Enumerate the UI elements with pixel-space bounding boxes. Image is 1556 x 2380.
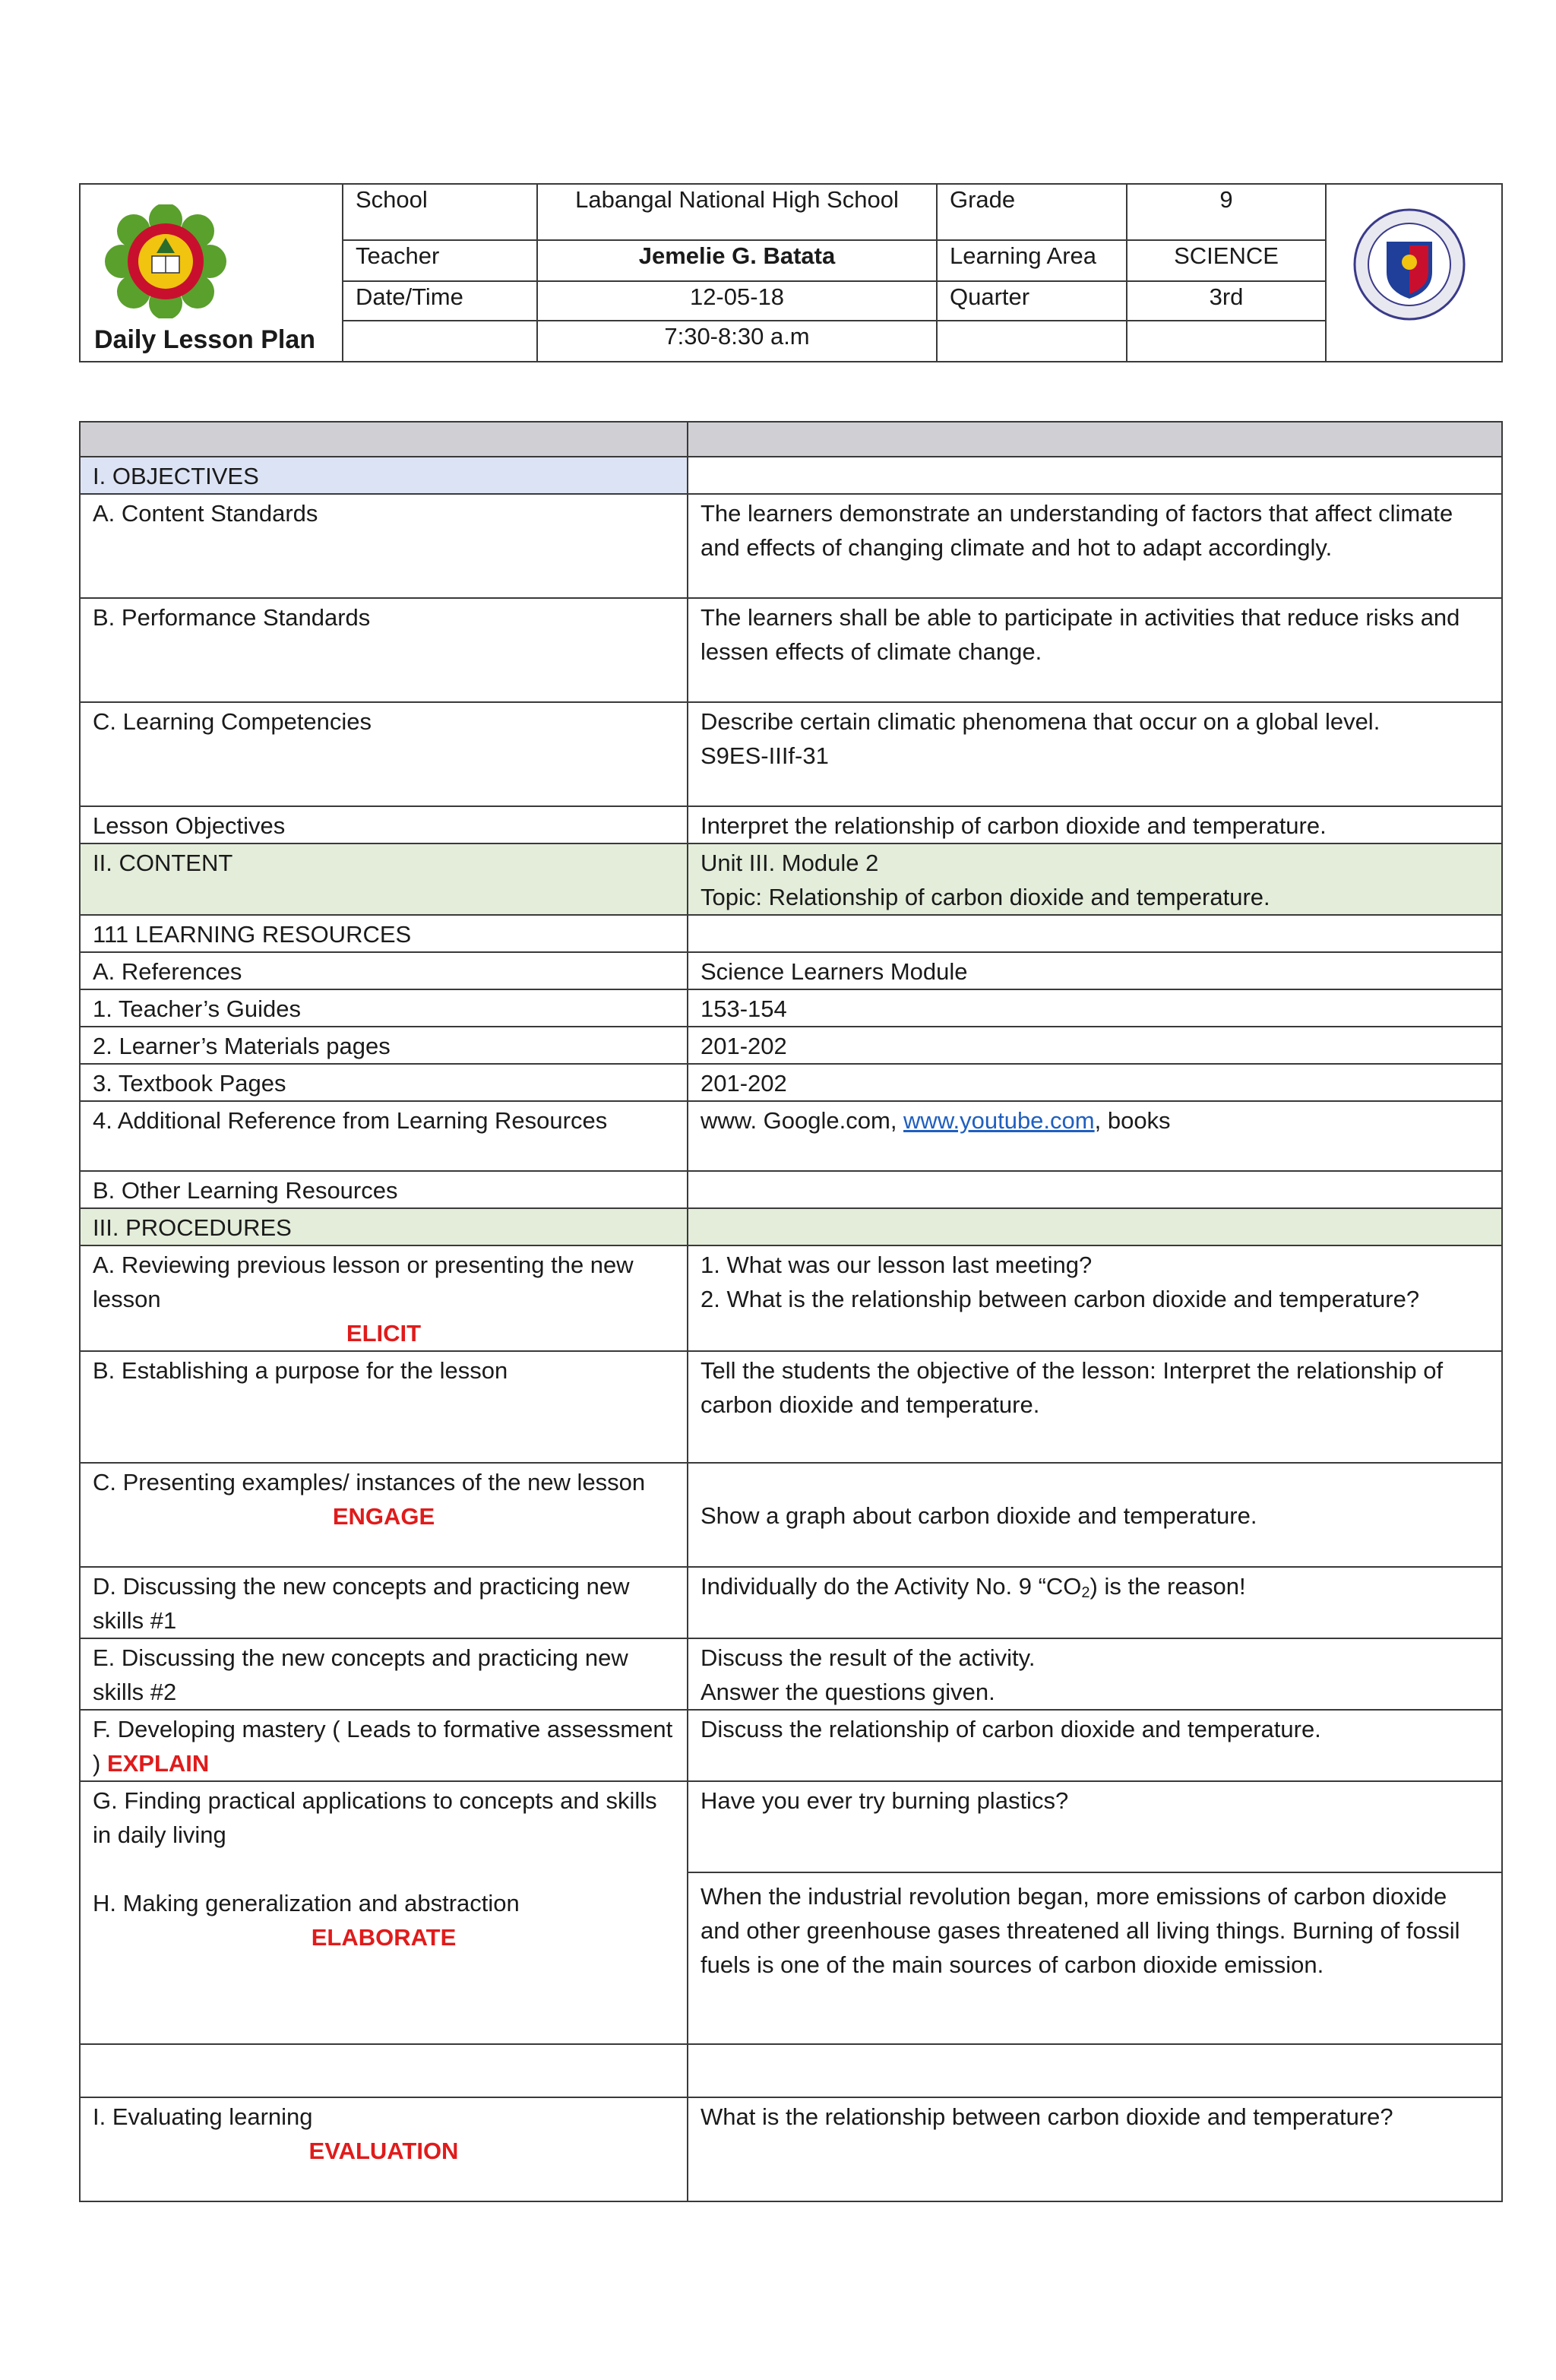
- resources-heading: 111 LEARNING RESOURCES: [80, 915, 688, 952]
- procedure-label: A. Reviewing previous lesson or presenting the new lesson: [93, 1252, 634, 1312]
- row-value: [688, 1567, 1502, 1638]
- procedure-label: I. Evaluating learning: [93, 2103, 313, 2130]
- row-value: 201-202: [688, 1027, 1502, 1064]
- row-value: When the industrial revolution began, more emissions of carbon dioxide and other greenhouse gases threatened all living things. Burning of fossil fuels is one of the main sources of carbon dioxide emission.: [688, 1872, 1502, 2044]
- header-table: [79, 183, 1503, 362]
- row-label: [80, 1710, 688, 1781]
- table-row: [80, 1710, 1502, 1781]
- table-row: [80, 1101, 1502, 1171]
- row-label: E. Discussing the new concepts and practicing new skills #2: [80, 1638, 688, 1710]
- row-value: Discuss the relationship of carbon dioxide and temperature.: [688, 1710, 1502, 1781]
- row-value: [688, 1101, 1502, 1171]
- table-row: [80, 843, 1502, 915]
- table-row: [80, 2044, 1502, 2097]
- table-row: [80, 989, 1502, 1027]
- school-value: Labangal National High School: [537, 184, 937, 240]
- procedure-text: Show a graph about carbon dioxide and temperature.: [701, 1502, 1257, 1529]
- table-header-row: [80, 422, 1502, 457]
- table-row: [80, 702, 1502, 806]
- row-value: The learners demonstrate an understanding of factors that affect climate and effects of changing climate and hot to adapt accordingly.: [688, 494, 1502, 598]
- row-label: B. Establishing a purpose for the lesson: [80, 1351, 688, 1463]
- topic-text: Topic: Relationship of carbon dioxide and temperature.: [701, 884, 1270, 910]
- procedure-text: Discuss the result of the activity.: [701, 1644, 1036, 1671]
- quarter-label: Quarter: [937, 281, 1127, 321]
- row-label: 1. Teacher’s Guides: [80, 989, 688, 1027]
- row-label: [80, 2097, 688, 2201]
- objectives-heading: I. OBJECTIVES: [80, 457, 688, 494]
- row-value: The learners shall be able to participate in activities that reduce risks and lessen effects of climate change.: [688, 598, 1502, 702]
- row-value: [688, 702, 1502, 806]
- explain-tag: EXPLAIN: [106, 1750, 210, 1777]
- row-label: B. Performance Standards: [80, 598, 688, 702]
- table-row: [80, 1027, 1502, 1064]
- table-row: [80, 1638, 1502, 1710]
- row-value: [688, 1463, 1502, 1567]
- table-row: [80, 457, 1502, 494]
- row-label: 4. Additional Reference from Learning Resources: [80, 1101, 688, 1171]
- procedures-heading: III. PROCEDURES: [80, 1208, 688, 1245]
- empty-cell: [937, 321, 1127, 362]
- activity-text: Individually do the Activity No. 9 “CO: [701, 1573, 1082, 1600]
- table-row: [80, 1208, 1502, 1245]
- row-label: [80, 1781, 688, 2044]
- competency-text: Describe certain climatic phenomena that occur on a global level.: [701, 708, 1380, 735]
- table-row: [80, 494, 1502, 598]
- row-value: [688, 1638, 1502, 1710]
- row-label: D. Discussing the new concepts and practicing new skills #1: [80, 1567, 688, 1638]
- reference-text: , books: [1094, 1107, 1171, 1134]
- table-row: [80, 1171, 1502, 1208]
- table-row: [80, 1463, 1502, 1567]
- deped-seal-icon: [1352, 207, 1466, 321]
- table-row: [80, 1064, 1502, 1101]
- quarter-value: 3rd: [1127, 281, 1326, 321]
- procedure-label: C. Presenting examples/ instances of the new lesson: [93, 1469, 646, 1495]
- procedure-label: H. Making generalization and abstraction: [93, 1890, 520, 1916]
- table-row: [80, 1245, 1502, 1351]
- engage-tag: ENGAGE: [332, 1503, 435, 1530]
- row-label: 3. Textbook Pages: [80, 1064, 688, 1101]
- row-value: Interpret the relationship of carbon dioxide and temperature.: [688, 806, 1502, 843]
- row-label: A. Content Standards: [80, 494, 688, 598]
- elicit-tag: ELICIT: [346, 1320, 422, 1347]
- school-seal-icon: [105, 204, 226, 318]
- lesson-table: [79, 421, 1503, 2202]
- youtube-link[interactable]: www.youtube.com: [903, 1107, 1095, 1134]
- date-value: 12-05-18: [537, 281, 937, 321]
- empty-cell: [343, 321, 537, 362]
- row-label: Lesson Objectives: [80, 806, 688, 843]
- teacher-value: Jemelie G. Batata: [537, 240, 937, 281]
- document-title: Daily Lesson Plan: [94, 325, 315, 354]
- deped-logo-cell: [1326, 184, 1502, 362]
- table-row: [80, 1351, 1502, 1463]
- content-heading: II. CONTENT: [80, 843, 688, 915]
- row-label: [80, 1463, 688, 1567]
- learning-area-value: SCIENCE: [1127, 240, 1326, 281]
- row-value: Science Learners Module: [688, 952, 1502, 989]
- row-label: C. Learning Competencies: [80, 702, 688, 806]
- row-value: [688, 843, 1502, 915]
- reference-text: www. Google.com,: [701, 1107, 904, 1134]
- row-value: Tell the students the objective of the lesson: Interpret the relationship of carbon dioxide and temperature.: [688, 1351, 1502, 1463]
- subscript: 2: [1081, 1584, 1090, 1601]
- elaborate-tag: ELABORATE: [311, 1924, 457, 1951]
- row-label: [80, 1245, 688, 1351]
- table-row: [80, 952, 1502, 989]
- table-row: [80, 915, 1502, 952]
- empty-cell: [1127, 321, 1326, 362]
- row-value: Have you ever try burning plastics?: [688, 1781, 1502, 1872]
- row-value: 201-202: [688, 1064, 1502, 1101]
- row-value: 153-154: [688, 989, 1502, 1027]
- table-row: [80, 598, 1502, 702]
- row-value: What is the relationship between carbon dioxide and temperature?: [688, 2097, 1502, 2201]
- procedure-text: Answer the questions given.: [701, 1679, 995, 1705]
- table-row: [80, 806, 1502, 843]
- grade-value: 9: [1127, 184, 1326, 240]
- learning-area-label: Learning Area: [937, 240, 1127, 281]
- activity-text: ) is the reason!: [1090, 1573, 1246, 1600]
- procedure-label: F. Developing mastery ( Leads to formative assessment ): [93, 1716, 673, 1777]
- grade-label: Grade: [937, 184, 1127, 240]
- school-logo-cell: [80, 184, 343, 362]
- procedure-label: G. Finding practical applications to concepts and skills in daily living: [93, 1787, 657, 1848]
- row-label: 2. Learner’s Materials pages: [80, 1027, 688, 1064]
- competency-code: S9ES-IIIf-31: [701, 742, 829, 769]
- table-row: [80, 1567, 1502, 1638]
- school-label: School: [343, 184, 537, 240]
- table-row: [80, 2097, 1502, 2201]
- time-value: 7:30-8:30 a.m: [537, 321, 937, 362]
- teacher-label: Teacher: [343, 240, 537, 281]
- row-value: [688, 1245, 1502, 1351]
- evaluation-tag: EVALUATION: [308, 2138, 459, 2164]
- date-label: Date/Time: [343, 281, 537, 321]
- question-text: 2. What is the relationship between carbon dioxide and temperature?: [701, 1286, 1420, 1312]
- question-text: 1. What was our lesson last meeting?: [701, 1252, 1093, 1278]
- table-row: [80, 1781, 1502, 1872]
- row-label: A. References: [80, 952, 688, 989]
- unit-text: Unit III. Module 2: [701, 850, 879, 876]
- row-label: B. Other Learning Resources: [80, 1171, 688, 1208]
